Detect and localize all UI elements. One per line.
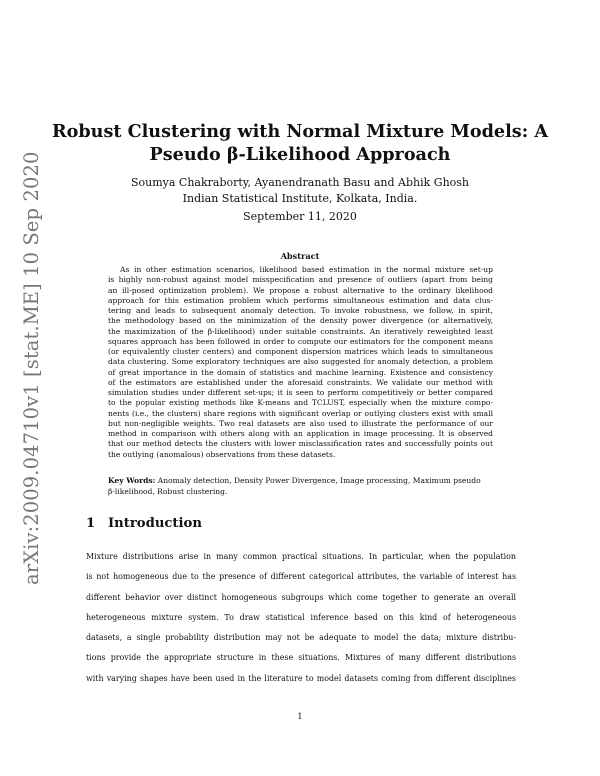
paper-title — [0, 120, 600, 166]
keywords-label: Key Words: — [108, 476, 156, 485]
abstract-line: the outlying (anomalous) observations from these datasets. — [108, 449, 336, 459]
abstract-line: data clustering. Some exploratory techniques are also suggested for anomaly detection, a problem — [108, 357, 493, 367]
abstract-text — [108, 265, 493, 460]
intro-line: tions provide the appropriate structure in these situations. Mixtures of many different distributions — [86, 653, 516, 663]
section-heading — [86, 516, 202, 531]
abstract-heading: Abstract — [280, 251, 320, 261]
intro-line: heterogeneous mixture system. To draw statistical inference based on this kind of heterogeneous — [86, 612, 516, 622]
arxiv-identifier: arXiv:2009.04710v1 [stat.ME] 10 Sep 2020 — [20, 151, 43, 585]
authors: Soumya Chakraborty, Ayanendranath Basu and Abhik Ghosh — [130, 176, 470, 189]
abstract-line: As in other estimation scenarios, likelihood based estimation in the normal mixture set-up — [120, 265, 493, 274]
abstract-line: of the estimators are established under the aforesaid constraints. We validate our method with — [108, 377, 493, 387]
intro-line: with varying shapes have been used in the literature to model datasets coming from different disciplines — [86, 673, 516, 683]
abstract-line: of great importance in the domain of statistics and machine learning. Existence and consistency — [108, 367, 493, 377]
intro-line: datasets, a single probability distribution may not be adequate to model the data; mixture distribu- — [86, 633, 516, 643]
intro-line: Mixture distributions arise in many common practical situations. In particular, when the population — [86, 552, 516, 561]
introduction-text — [86, 547, 516, 689]
abstract-line: squares approach has been followed in order to compute our estimators for the component means — [108, 336, 493, 346]
abstract-line: that our method detects the clusters with lower misclassification rates and successfully points out — [108, 439, 493, 449]
keywords-line: β-likelihood, Robust clustering. — [108, 486, 228, 496]
abstract-line: an ill-posed optimization problem). We propose a robust alternative to the ordinary likelihood — [108, 285, 493, 295]
keywords-line — [108, 476, 493, 487]
keywords-text: Anomaly detection, Density Power Divergence, Image processing, Maximum pseudo — [157, 476, 481, 485]
abstract-line: simulation studies under different set-ups; it is seen to perform competitively or better compared — [108, 388, 493, 397]
abstract-line: tering and leads to subsequent anomaly detection. To invoke robustness, we follow, in spirit, — [108, 306, 493, 315]
abstract-line: (or equivalently cluster centers) and component dispersion matrices which leads to simultaneous — [108, 347, 493, 356]
abstract-line: method in comparison with others along with an application in image processing. It is observed — [108, 429, 493, 438]
author-block — [0, 175, 600, 207]
abstract-line: approach for this estimation problem which performs simultaneous estimation and data clus- — [108, 295, 493, 305]
section-title: Introduction — [108, 516, 202, 531]
abstract-line: is highly non-robust against model misspecification and presence of outliers (apart from being — [108, 275, 493, 285]
title-line: Robust Clustering with Normal Mixture Models: A — [52, 121, 548, 142]
abstract-line: the maximization of the β-likelihood) under suitable constraints. An iteratively reweighted least — [108, 326, 493, 336]
title-line: Pseudo β-Likelihood Approach — [149, 144, 451, 165]
intro-line: different behavior over distinct homogeneous subgroups which come together to generate an overall — [86, 592, 516, 602]
page-number: 1 — [297, 712, 303, 722]
abstract-line: to the popular existing methods like K-means and TCLUST, especially when the mixture compo- — [108, 398, 493, 408]
abstract-line: but non-negligible weights. Two real datasets are also used to illustrate the performance of our — [108, 418, 493, 428]
affiliation: Indian Statistical Institute, Kolkata, India. — [182, 192, 418, 205]
intro-line: is not homogeneous due to the presence of different categorical attributes, the variable of interest has — [86, 572, 516, 582]
abstract-line: the methodology based on the minimization of the density power divergence (or alternatively, — [108, 316, 493, 326]
date: September 11, 2020 — [243, 210, 357, 223]
abstract-line: nents (i.e., the clusters) share regions with significant overlap or outlying clusters exist with small — [108, 408, 493, 418]
section-number: 1 — [86, 516, 96, 531]
keywords — [108, 476, 493, 497]
